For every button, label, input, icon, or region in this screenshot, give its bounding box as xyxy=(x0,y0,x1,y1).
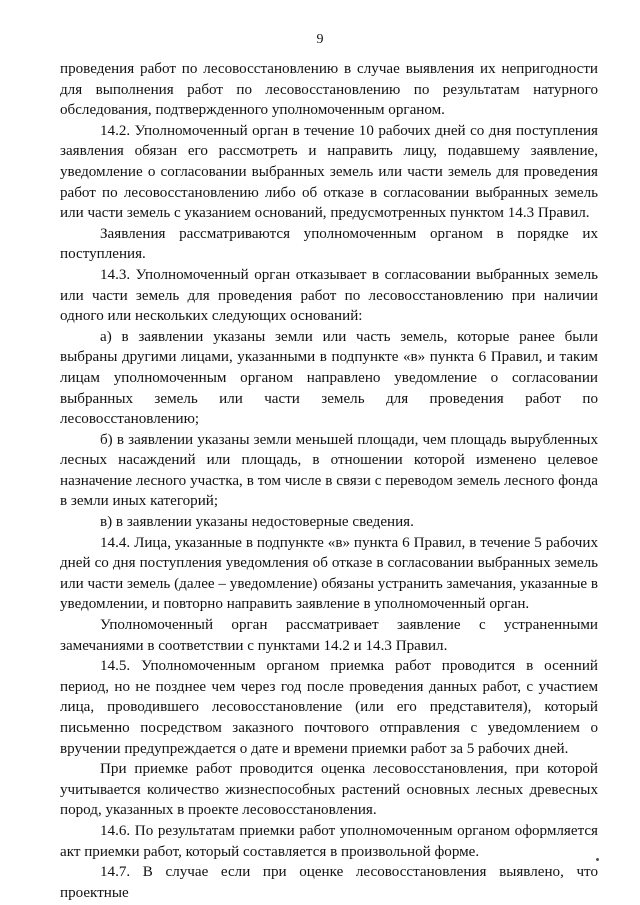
paragraph-14-2: 14.2. Уполномоченный орган в течение 10 рабочих дней со дня поступления заявления обязан его рассмотреть и направить лицу, подавшему заявление, уведомление о согласовании выбранных земель или части земель для проведения работ по лесовосстановлению либо об отказе в согласовании выбранных земель или части земель с указанием оснований, предусмотренных пунктом 14.3 Правил. xyxy=(60,122,598,222)
paragraph-continuation: проведения работ по лесовосстановлению в случае выявления их непригодности для выполнения работ по лесовосстановлению по результатам натурного обследования, подтвержденного уполномоченным органом. xyxy=(60,61,598,119)
scan-artifact xyxy=(596,858,599,861)
paragraph-14-3-v: в) в заявлении указаны недостоверные сведения. xyxy=(100,514,414,531)
page-number: 9 xyxy=(316,32,324,47)
paragraph-14-5: 14.5. Уполномоченным органом приемка работ проводится в осенний период, но не позднее чем через год после проведения данных работ, с участием лица, проводившего лесовосстановление (или его представителя), который письменно посредством заказного почтового отправления с уведомлением о вручении предупреждается о дате и времени приемки работ за 5 рабочих дней. xyxy=(60,658,598,757)
paragraph-14-3-b: б) в заявлении указаны земли меньшей площади, чем площадь вырубленных лесных насаждений или площадь, в отношении которой изменено целевое назначение лесного участка, в том числе в связи с переводом земель лесного фонда в земли иных категорий; xyxy=(60,431,598,510)
paragraph-14-4: 14.4. Лица, указанные в подпункте «в» пункта 6 Правил, в течение 5 рабочих дней со дня поступления уведомления об отказе в согласовании выбранных земель или части земель (далее – уведомление) обязаны устранить замечания, указанные в уведомлении, и повторно направить заявление в уполномоченный орган. xyxy=(60,534,598,613)
paragraph-assessment: При приемке работ проводится оценка лесовосстановления, при которой учитывается количество жизнеспособных растений основных лесных древесных пород, указанных в проекте лесовосстановления. xyxy=(60,761,598,819)
paragraph-resubmission: Уполномоченный орган рассматривает заявление с устраненными замечаниями в соответствии с пунктами 14.2 и 14.3 Правил. xyxy=(60,617,598,654)
paragraph-14-3: 14.3. Уполномоченный орган отказывает в согласовании выбранных земель или части земель для проведения работ по лесовосстановлению при наличии одного или нескольких следующих оснований: xyxy=(60,266,598,325)
document-text xyxy=(60,59,598,903)
paragraph-14-7: 14.7. В случае если при оценке лесовосстановления выявлено, что проектные xyxy=(60,864,598,901)
paragraph-14-6: 14.6. По результатам приемки работ уполномоченным органом оформляется акт приемки работ, который составляется в произвольной форме. xyxy=(60,822,598,860)
paragraph-applications-order: Заявления рассматриваются уполномоченным органом в порядке их поступления. xyxy=(60,225,598,263)
paragraph-14-3-a: а) в заявлении указаны земли или часть земель, которые ранее были выбраны другими лицами, указанными в подпункте «в» пункта 6 Правил, и таким лицам уполномоченным органом направлено уведомление о согласовании выбранных земель или части земель для проведения работ по лесовосстановлению; xyxy=(60,328,598,428)
